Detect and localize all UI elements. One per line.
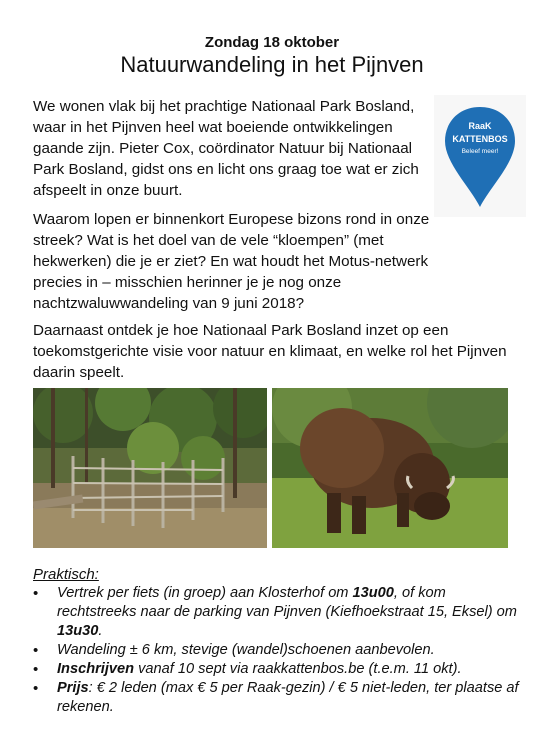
page-title: Natuurwandeling in het Pijnven xyxy=(120,52,424,77)
walk-info-text: Wandeling ± 6 km, stevige (wandel)schoenen aanbevolen. xyxy=(57,642,435,658)
departure-text-2: , of kom rechtstreeks naar de parking van Pijnven (Kiefhoekstraat 15, Eksel) om xyxy=(57,585,517,620)
departure-time-parking: 13u30 xyxy=(57,623,99,639)
forest-enclosure-photo xyxy=(33,388,267,548)
vision-paragraph: Daarnaast ontdek je hoe Nationaal Park Bosland inzet op een toekomstgerichte visie voor natuur en klimaat, en welke rol het Pijnven daarin speelt. xyxy=(33,322,507,381)
price-label: Prijs xyxy=(57,680,89,696)
praktisch-list xyxy=(33,584,523,717)
logo-line1: RaaK xyxy=(468,121,492,131)
departure-text: Vertrek per fiets (in groep) aan Klosterhof om xyxy=(57,585,353,601)
event-date: Zondag 18 oktober xyxy=(204,34,340,51)
registration-label: Inschrijven xyxy=(57,661,135,677)
list-item xyxy=(33,584,523,641)
intro-paragraph: We wonen vlak bij het prachtige Nationaal Park Bosland, waar in het Pijnven heel wat boeiende ontwikkelingen gaande zijn. Pieter Cox, coördinator Natuur bij Nationaal Park Bosland, gidst ons en licht ons graag toe wat er zich afspeelt in onze buurt. xyxy=(33,98,419,199)
bison-grazing-photo xyxy=(272,388,508,548)
list-item xyxy=(33,660,523,679)
departure-time-bike: 13u00 xyxy=(352,585,394,601)
price-text: : € 2 leden (max € 5 per Raak-gezin) / € 5 niet-leden, ter plaatse af rekenen. xyxy=(57,680,519,715)
praktisch-heading: Praktisch: xyxy=(33,566,99,583)
raak-kattenbos-logo xyxy=(434,95,526,217)
logo-tagline: Beleef meer! xyxy=(461,148,499,155)
departure-text-3: . xyxy=(98,623,103,639)
list-item xyxy=(33,679,523,717)
questions-paragraph: Waarom lopen er binnenkort Europese bizons rond in onze streek? Wat is het doel van de vele “kloempen” (met hekwerken) die je er ziet? En wat houdt het Motus-netwerk precies in – misschien herinner je je nog onze nachtzwaluwwandeling van 9 juni 2018? xyxy=(33,211,430,312)
map-pin-icon xyxy=(434,95,526,217)
list-item xyxy=(33,641,523,660)
registration-text: vanaf 10 sept via raakkattenbos.be (t.e.m. 11 okt). xyxy=(134,661,462,677)
logo-line2: KATTENBOS xyxy=(452,134,508,144)
